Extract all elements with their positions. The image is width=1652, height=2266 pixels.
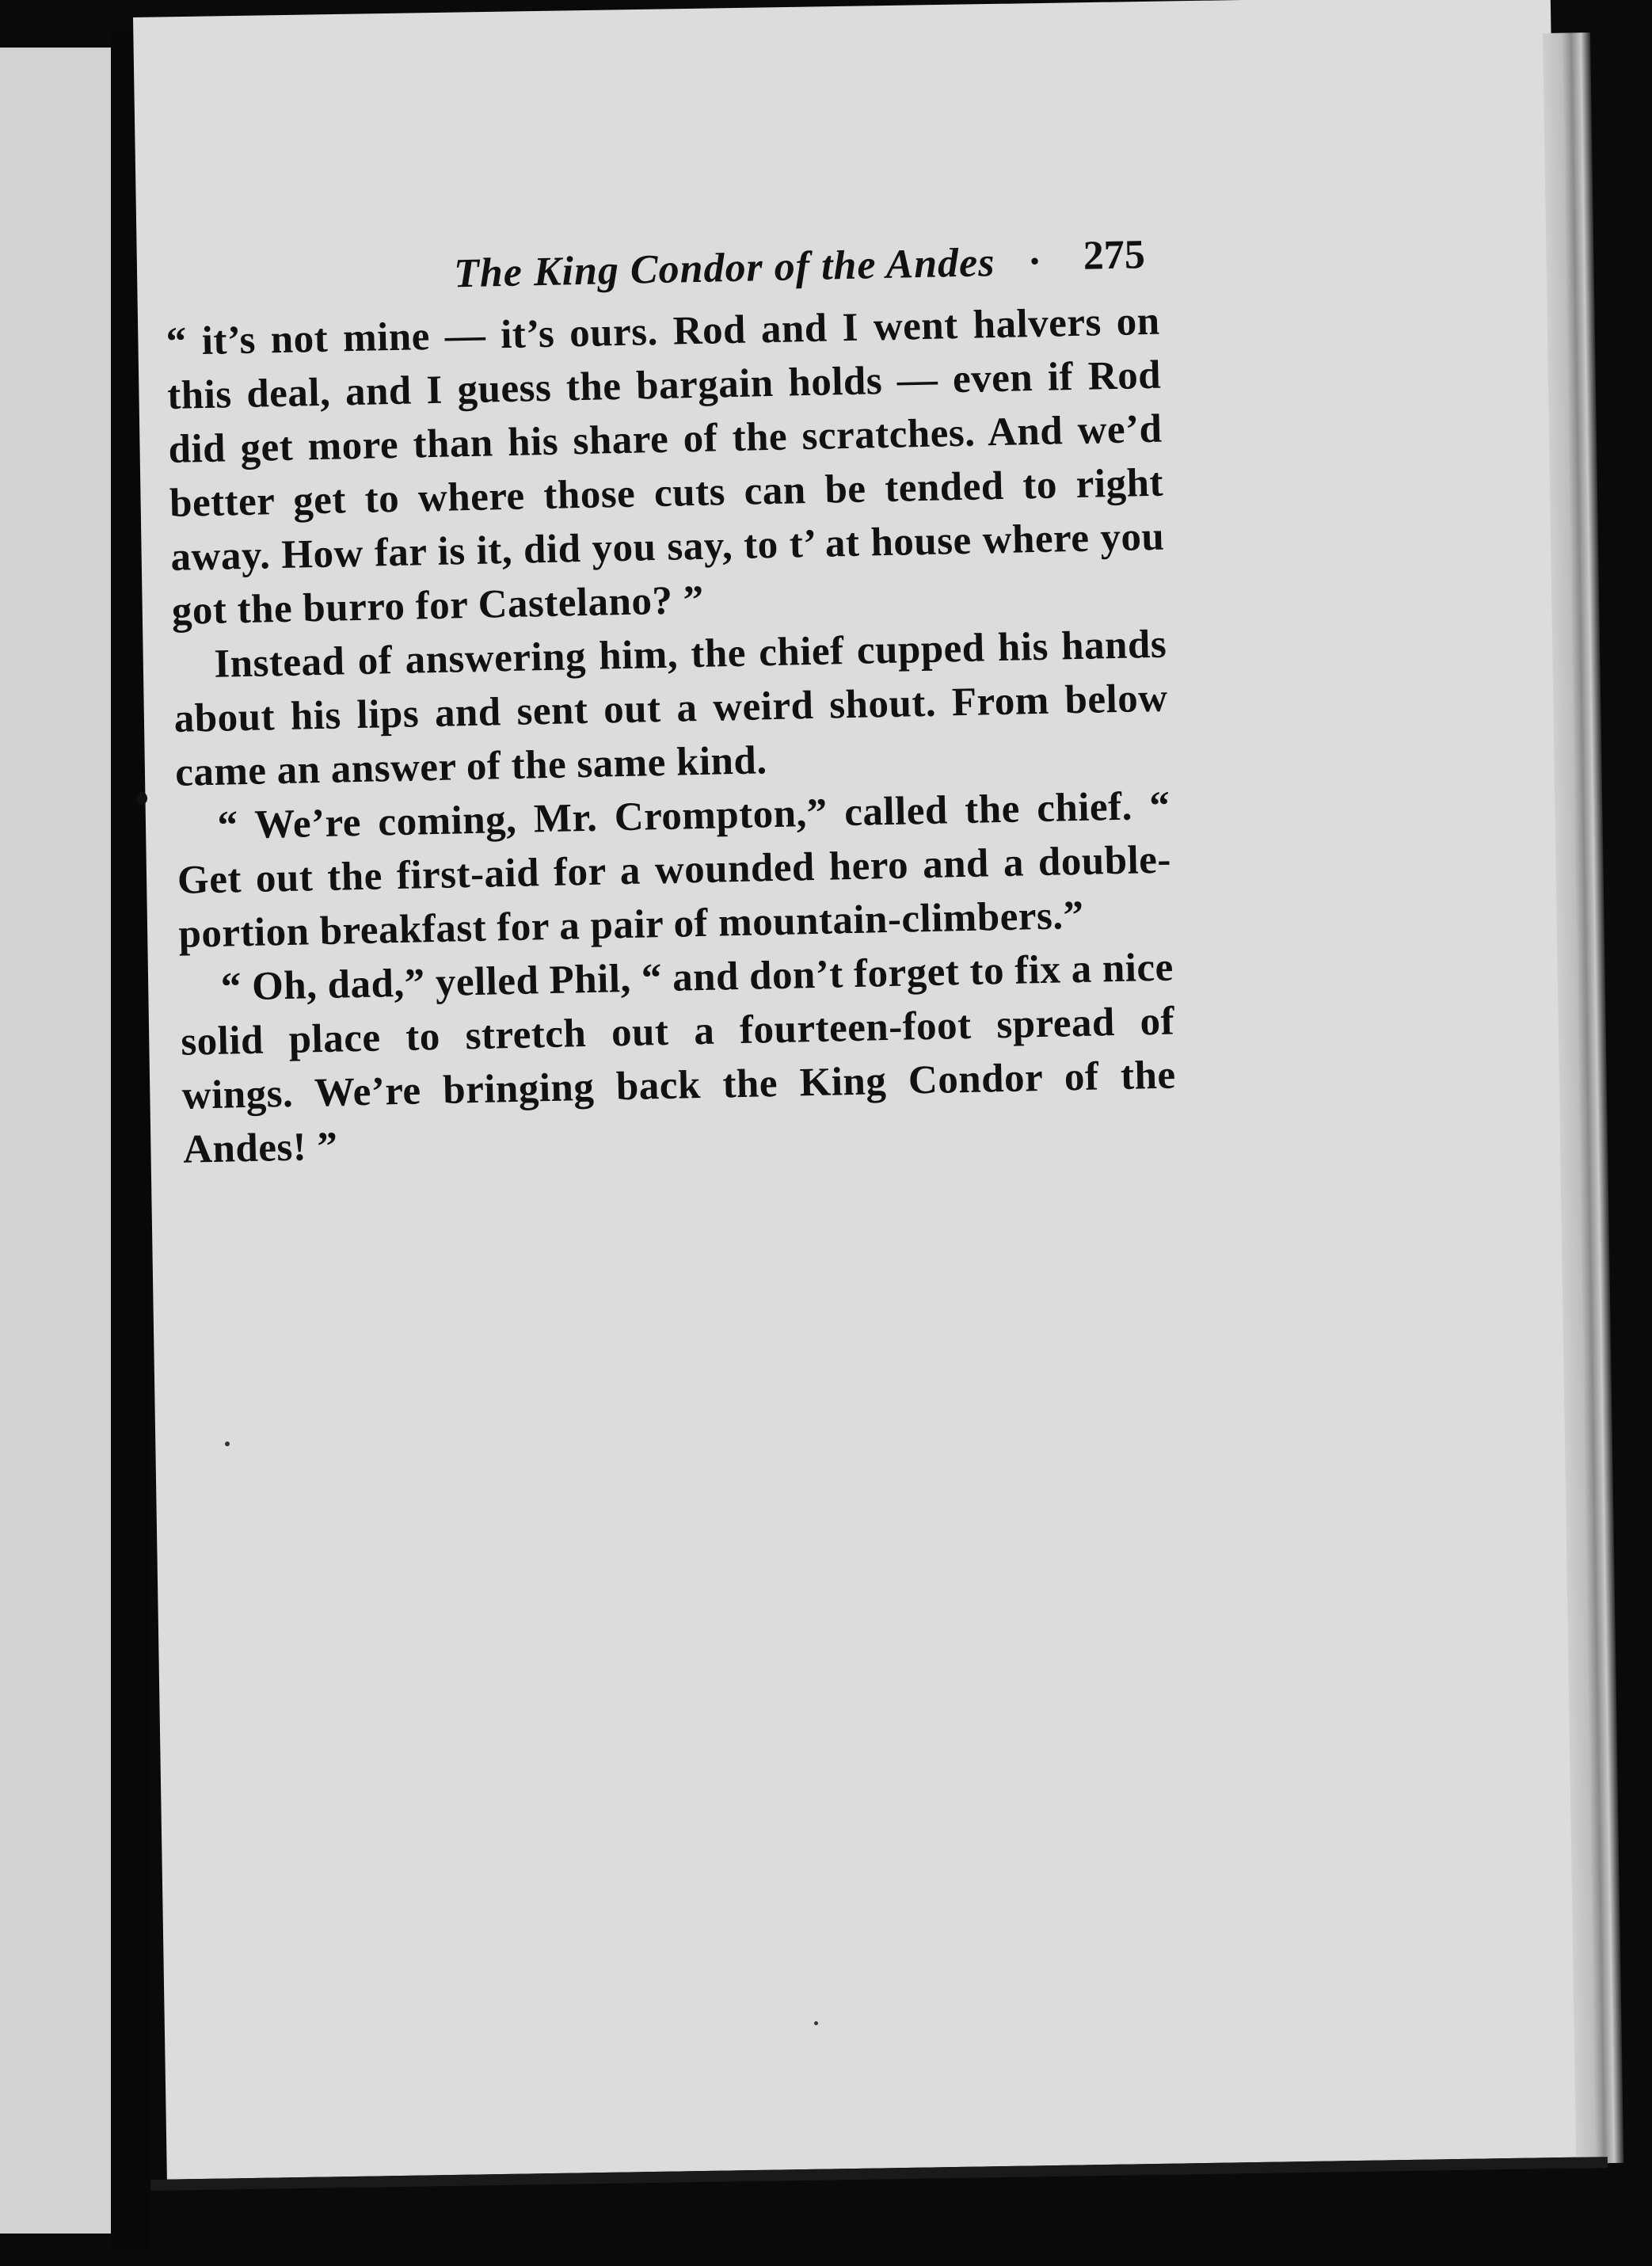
- facing-page-edge: [0, 48, 111, 2234]
- paper-speck: [225, 1441, 230, 1446]
- paper-speck: [136, 792, 147, 805]
- paragraph-3: “ We’re coming, Mr. Crompton,” called the chief. “ Get out the first-aid for a wounded hero and a double-portion breakfast for a pair of mountain-climbers.”: [177, 783, 1172, 957]
- page-content: [164, 214, 1178, 1177]
- paragraph-2: Instead of answering him, the chief cupped his hands about his lips and sent out a weird shout. From below came an answer of the same kind.: [173, 622, 1169, 795]
- page-number: 275: [1083, 232, 1146, 279]
- paragraph-4: “ Oh, dad,” yelled Phil, “ and don’t forget to fix a nice solid place to stretch out a fourteen-foot spread of wings. We’re bringing back the King Condor of the Andes! ”: [180, 945, 1177, 1172]
- running-title: The King Condor of the Andes: [453, 240, 995, 297]
- paragraph-1: “ it’s not mine — it’s ours. Rod and I went halvers on this deal, and I guess the bargain holds — even if Rod did get more than his share of the scratches. And we’d better get to where those cuts can be tended to right away. How far is it, did you say, to t’ at house where you got the burro for Castelano? ”: [166, 299, 1165, 634]
- running-head-separator: ·: [1027, 238, 1042, 285]
- paper-speck: [814, 2021, 818, 2025]
